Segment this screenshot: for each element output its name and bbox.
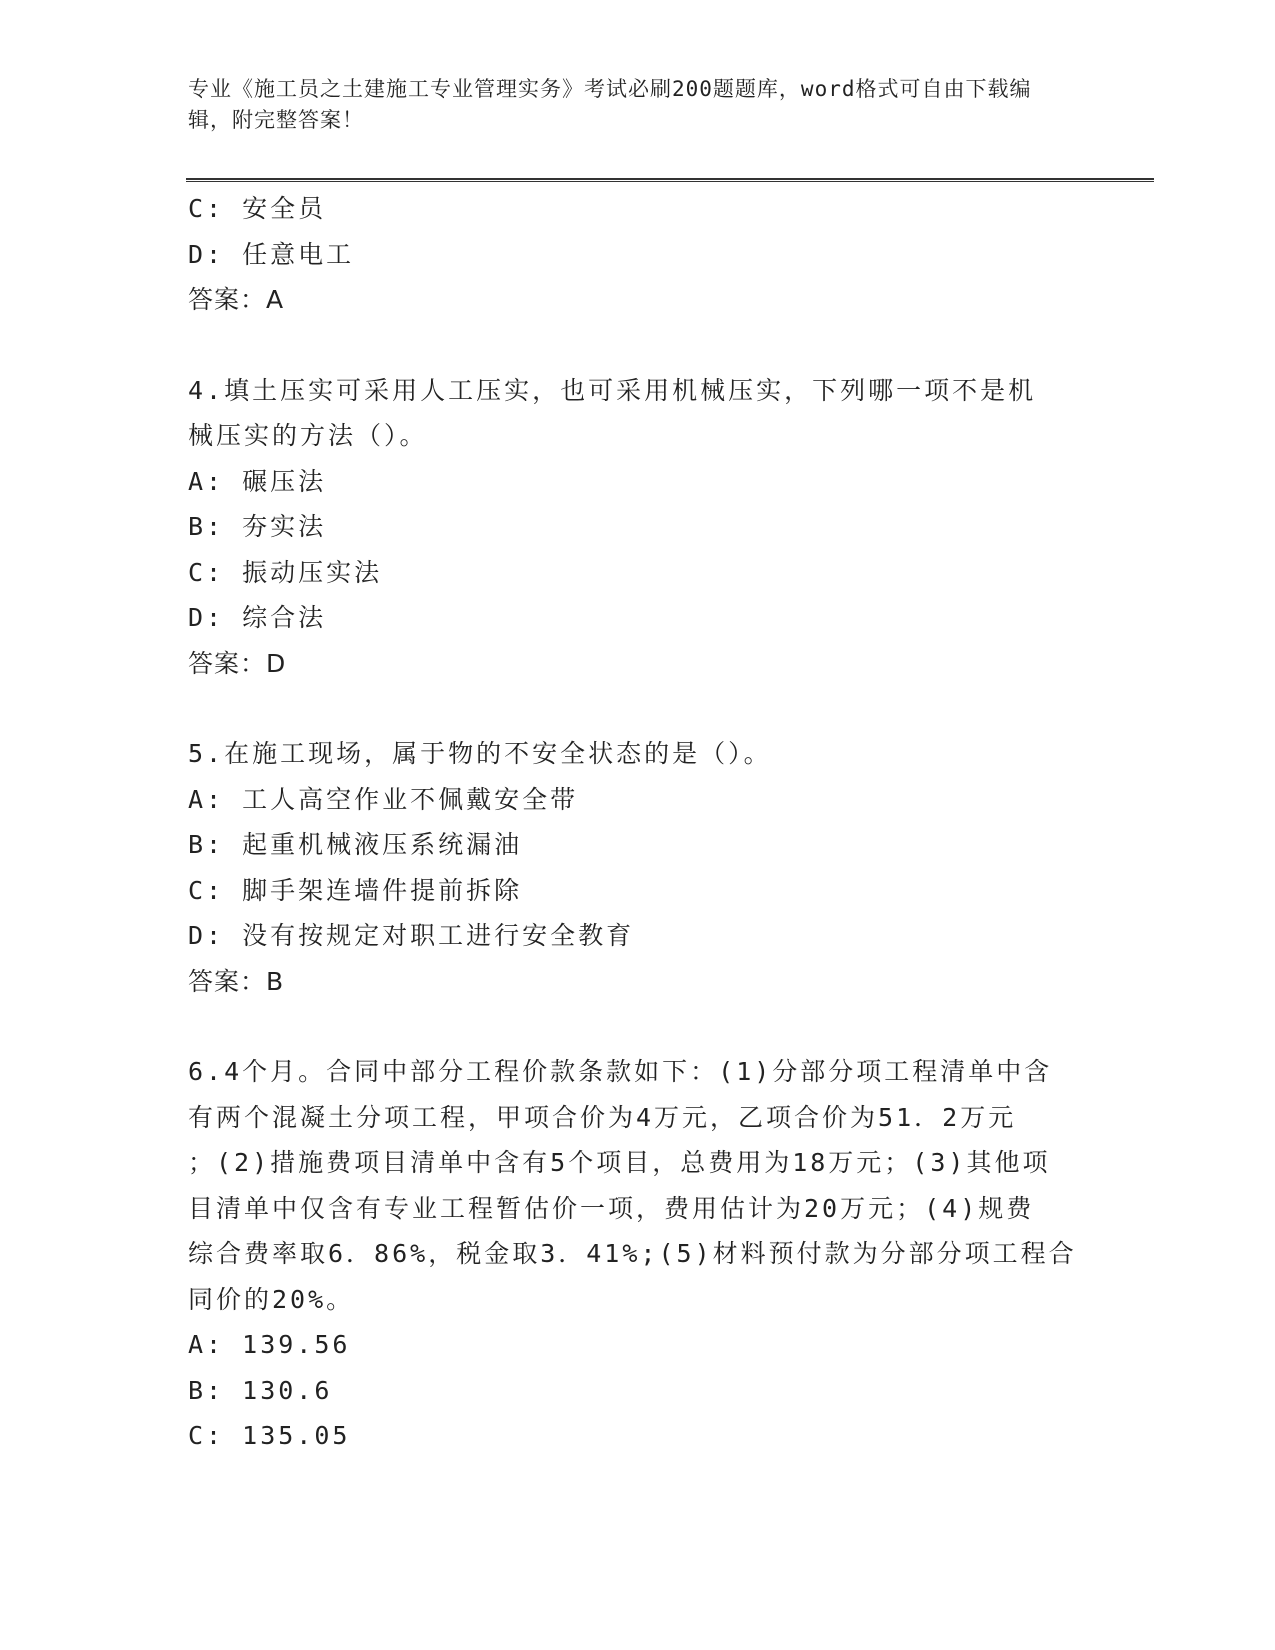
question-text-line-2: 械压实的方法（）。	[188, 421, 428, 450]
answer-line: 答案：D	[188, 648, 287, 678]
option-a: A: 工人高空作业不佩戴安全带	[188, 784, 579, 814]
question-text-line-4: 目清单中仅含有专业工程暂估价一项，费用估计为20万元；(4)规费	[188, 1193, 1035, 1223]
option-c: C: 安全员	[188, 194, 327, 223]
question-text-line-1: 5.在施工现场，属于物的不安全状态的是（）。	[188, 739, 772, 768]
answer-line: 答案：A	[188, 285, 285, 314]
option-d: D: 任意电工	[188, 239, 355, 269]
question-5	[188, 731, 1088, 1004]
question-text-line-3: ；(2)措施费项目清单中含有5个项目，总费用为18万元；(3)其他项	[188, 1148, 1051, 1177]
question-text-line-1: 4.填土压实可采用人工压实，也可采用机械压实，下列哪一项不是机	[188, 375, 1037, 405]
option-c: C: 135.05	[188, 1421, 351, 1450]
option-a: A: 139.56	[188, 1330, 351, 1359]
question-text-line-6: 同价的20%。	[188, 1284, 355, 1314]
answer-line: 答案：B	[188, 966, 285, 996]
document-body	[188, 186, 1088, 1459]
question-text-line-1: 6.4个月。合同中部分工程价款条款如下：(1)分部分项工程清单中含	[188, 1057, 1053, 1086]
option-b: B: 130.6	[188, 1375, 333, 1405]
question-3-tail	[188, 186, 1088, 323]
option-b: B: 夯实法	[188, 512, 327, 541]
document-header: 专业《施工员之土建施工专业管理实务》考试必刷200题题库，word格式可自由下载编辑，附完整答案！	[188, 77, 1032, 132]
question-text-line-2: 有两个混凝土分项工程，甲项合价为4万元，乙项合价为51．2万元	[188, 1102, 1017, 1132]
question-4	[188, 368, 1088, 687]
option-b: B: 起重机械液压系统漏油	[188, 830, 523, 859]
option-d: D: 没有按规定对职工进行安全教育	[188, 921, 635, 950]
header-divider	[186, 178, 1154, 182]
option-c: C: 脚手架连墙件提前拆除	[188, 875, 523, 905]
option-d: D: 综合法	[188, 603, 327, 632]
question-text-line-5: 综合费率取6．86%，税金取3．41%;(5)材料预付款为分部分项工程合	[188, 1239, 1077, 1268]
option-c: C: 振动压实法	[188, 557, 383, 587]
question-6	[188, 1049, 1088, 1459]
option-a: A: 碾压法	[188, 466, 327, 496]
